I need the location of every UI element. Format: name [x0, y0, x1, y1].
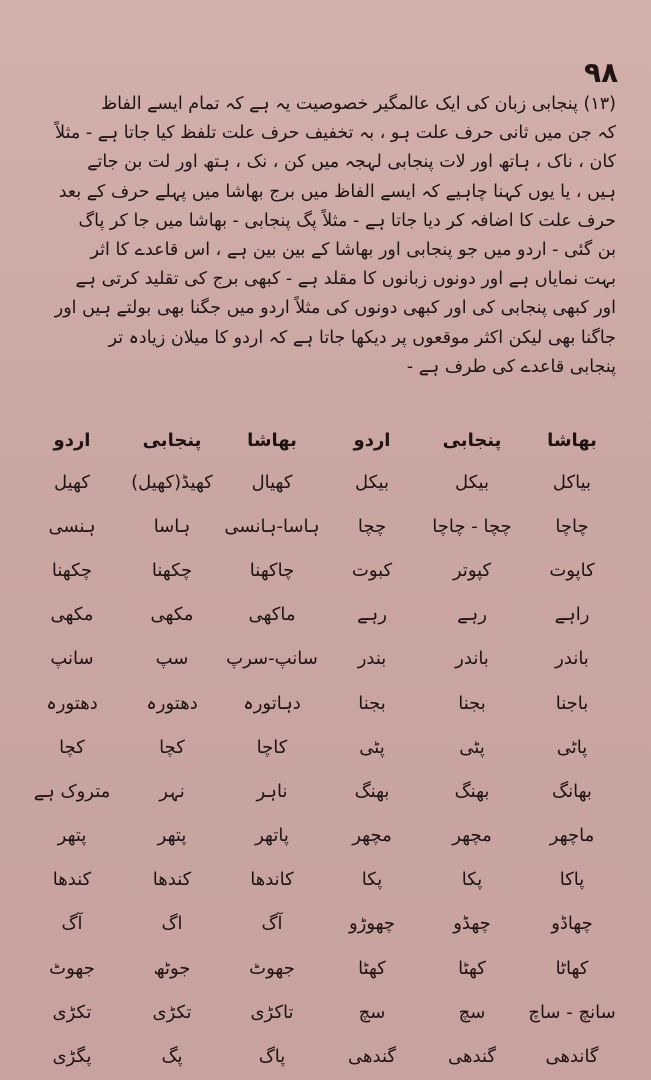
table-cell: سچ	[358, 1001, 386, 1023]
table-cell: گندھی	[348, 1046, 396, 1068]
table-cell: پٹی	[359, 736, 385, 758]
table-row	[22, 725, 622, 769]
table-cell: سپ	[155, 648, 189, 670]
table-cell: سانپ	[50, 648, 94, 670]
table-cell: کچا	[59, 736, 85, 758]
table-cell: ماچھر	[549, 825, 595, 847]
table-cell: رہے	[457, 604, 487, 626]
paragraph	[28, 90, 616, 382]
paragraph-line: ہیں ، یا یوں کہنا چاہیے کہ ایسے الفاظ میں برج بھاشا میں پہلے حرف کے بعد	[58, 181, 616, 202]
table-cell: دھتورہ	[146, 692, 198, 714]
table-row	[22, 681, 622, 725]
table-cell: مچھر	[352, 825, 392, 847]
table-cell: پاکا	[559, 869, 585, 891]
table-cell: بیکل	[354, 471, 389, 493]
table-cell: تاکڑی	[250, 1001, 294, 1023]
table-cell: چھاڈو	[551, 913, 593, 935]
table-cell: گاندھی	[545, 1046, 599, 1068]
paragraph-line: (۱۳) پنجابی زبان کی ایک عالمگیر خصوصیت یہ ہے کہ تمام ایسے الفاظ	[101, 94, 616, 114]
table-cell: دھتورہ	[46, 692, 98, 714]
table-cell: چاکھنا	[249, 559, 295, 581]
column-header: پنجابی	[442, 429, 502, 451]
table-cell: پاٹی	[556, 736, 588, 758]
table-row	[22, 858, 622, 902]
table-cell: مچھر	[452, 825, 492, 847]
page-number: ۹۸	[584, 56, 619, 89]
table-cell: جوٹھ	[153, 957, 191, 979]
table-cell: بندر	[357, 648, 387, 670]
table-cell: متروک ہے	[33, 780, 111, 802]
paragraph-line: اور کبھی پنجابی کی اور کبھی دونوں کی مثلاً اردو میں جگنا بھی بولتے ہیں اور	[54, 298, 616, 319]
table-row	[22, 460, 622, 504]
table-cell: نہر	[159, 780, 185, 802]
table-cell: کھیڈ(کھیل)	[131, 471, 213, 493]
table-cell: کھیال	[251, 471, 293, 493]
paragraph-line: حرف علت کا اضافہ کر دیا جاتا ہے - مثلاً پگ پنجابی - بھاشا میں جا کر پاگ	[78, 210, 616, 231]
table-cell: بیاکل	[552, 471, 592, 493]
table-row	[22, 902, 622, 946]
table-cell: کاندھا	[250, 869, 294, 891]
table-cell: کھٹا	[458, 957, 486, 979]
paragraph-line: کہ جن میں ثانی حرف علت ہو ، بہ تخفیف حرف علت تلفظ کیا جاتا ہے - مثلاً	[55, 123, 616, 144]
table-row	[22, 637, 622, 681]
table-cell: پگڑی	[52, 1046, 92, 1068]
paragraph-line: پنجابی قاعدے کی طرف ہے -	[406, 356, 616, 377]
column-header: پنجابی	[142, 429, 202, 451]
table-row	[22, 504, 622, 548]
table-cell: دہاتورہ	[243, 692, 301, 714]
table-cell: پتھر	[157, 825, 187, 847]
table-cell: باندر	[555, 648, 589, 670]
table-cell: ہنسی	[48, 515, 96, 537]
table-cell: کبوت	[351, 559, 393, 581]
table-cell: جھوٹ	[249, 957, 295, 979]
table-cell: بیکل	[454, 471, 489, 493]
table-cell: کندھا	[52, 869, 92, 891]
table-cell: آگ	[261, 913, 283, 935]
table-cell: جھوٹ	[49, 957, 95, 979]
paragraph-line: بن گئی - اردو میں جو پنجابی اور بھاشا کے بین بین ہے ، اس قاعدے کا اثر	[90, 240, 616, 261]
table-cell: کاچا	[256, 736, 288, 758]
column-header: بھاشا	[547, 429, 597, 451]
table-row	[22, 769, 622, 813]
table-cell: بجنا	[358, 692, 386, 714]
table-cell: ناہر	[256, 780, 288, 802]
table-cell: ہاسا-ہانسی	[224, 515, 320, 537]
table-cell: کپوتر	[452, 559, 492, 581]
table-cell: راہے	[554, 604, 590, 626]
table-cell: کاپوت	[549, 559, 595, 581]
table-cell: پکا	[361, 869, 383, 891]
table-cell: آگ	[61, 913, 83, 935]
table-row	[22, 548, 622, 592]
table-cell: پگ	[161, 1046, 183, 1068]
table-cell: چکھنا	[51, 559, 93, 581]
paragraph-line: جاگنا بھی لیکن اکثر موقعوں پر دیکھا جاتا ہے کہ اردو کا میلان زیادہ تر	[108, 327, 616, 348]
column-header: بھاشا	[247, 429, 297, 451]
table-cell: چاچا	[555, 515, 589, 537]
table-cell: تکڑی	[52, 1001, 92, 1023]
table-cell: چکھنا	[151, 559, 193, 581]
table-cell: کھاٹا	[555, 957, 589, 979]
table-cell: کچا	[159, 736, 185, 758]
table-row	[22, 946, 622, 990]
column-header: اردو	[53, 429, 91, 451]
table-cell: تکڑی	[152, 1001, 192, 1023]
table-row	[22, 1034, 622, 1078]
table-cell: چچا	[357, 515, 387, 537]
table-row	[22, 593, 622, 637]
table-cell: پتھر	[57, 825, 87, 847]
table-row	[22, 990, 622, 1034]
table-cell: مکھی	[50, 604, 94, 626]
table-cell: بھانگ	[552, 780, 592, 802]
table-cell: باندر	[455, 648, 489, 670]
table-cell: کھیل	[54, 471, 90, 493]
table-cell: کندھا	[152, 869, 192, 891]
table-cell: رہے	[357, 604, 387, 626]
table-cell: سانچ - ساچ	[528, 1001, 616, 1023]
table-cell: ماکھی	[248, 604, 296, 626]
table-cell: گندھی	[448, 1046, 496, 1068]
table-cell: پٹی	[459, 736, 485, 758]
table-cell: اگ	[161, 913, 183, 935]
table-cell: بھنگ	[454, 780, 490, 802]
table-cell: بھنگ	[354, 780, 390, 802]
table-cell: پاتھر	[255, 825, 289, 847]
table-cell: کھٹا	[358, 957, 386, 979]
table-body	[22, 460, 622, 1079]
paragraph-line: کان ، ناک ، ہاتھ اور لات پنجابی لہجہ میں کن ، نک ، ہتھ اور لت بن جاتے	[87, 152, 616, 173]
table-cell: پاگ	[258, 1046, 286, 1068]
table-cell: چچا - چاچا	[432, 515, 512, 537]
table-cell: چھوڑو	[348, 913, 396, 935]
table-cell: باجنا	[555, 692, 589, 714]
table-cell: بجنا	[458, 692, 486, 714]
table-cell: مکھی	[150, 604, 194, 626]
table-cell: سانپ-سرپ	[226, 648, 318, 670]
word-comparison-table	[22, 420, 622, 1079]
paragraph-line: بہت نمایاں ہے اور دونوں زبانوں کا مقلد ہے - کبھی برج کی تقلید کرتی ہے	[75, 269, 616, 290]
column-header: اردو	[353, 429, 391, 451]
table-cell: ہاسا	[153, 515, 191, 537]
table-cell: سچ	[458, 1001, 486, 1023]
table-cell: چھڈو	[453, 913, 491, 935]
table-row	[22, 814, 622, 858]
table-header-row	[22, 420, 622, 460]
table-cell: پکا	[461, 869, 483, 891]
